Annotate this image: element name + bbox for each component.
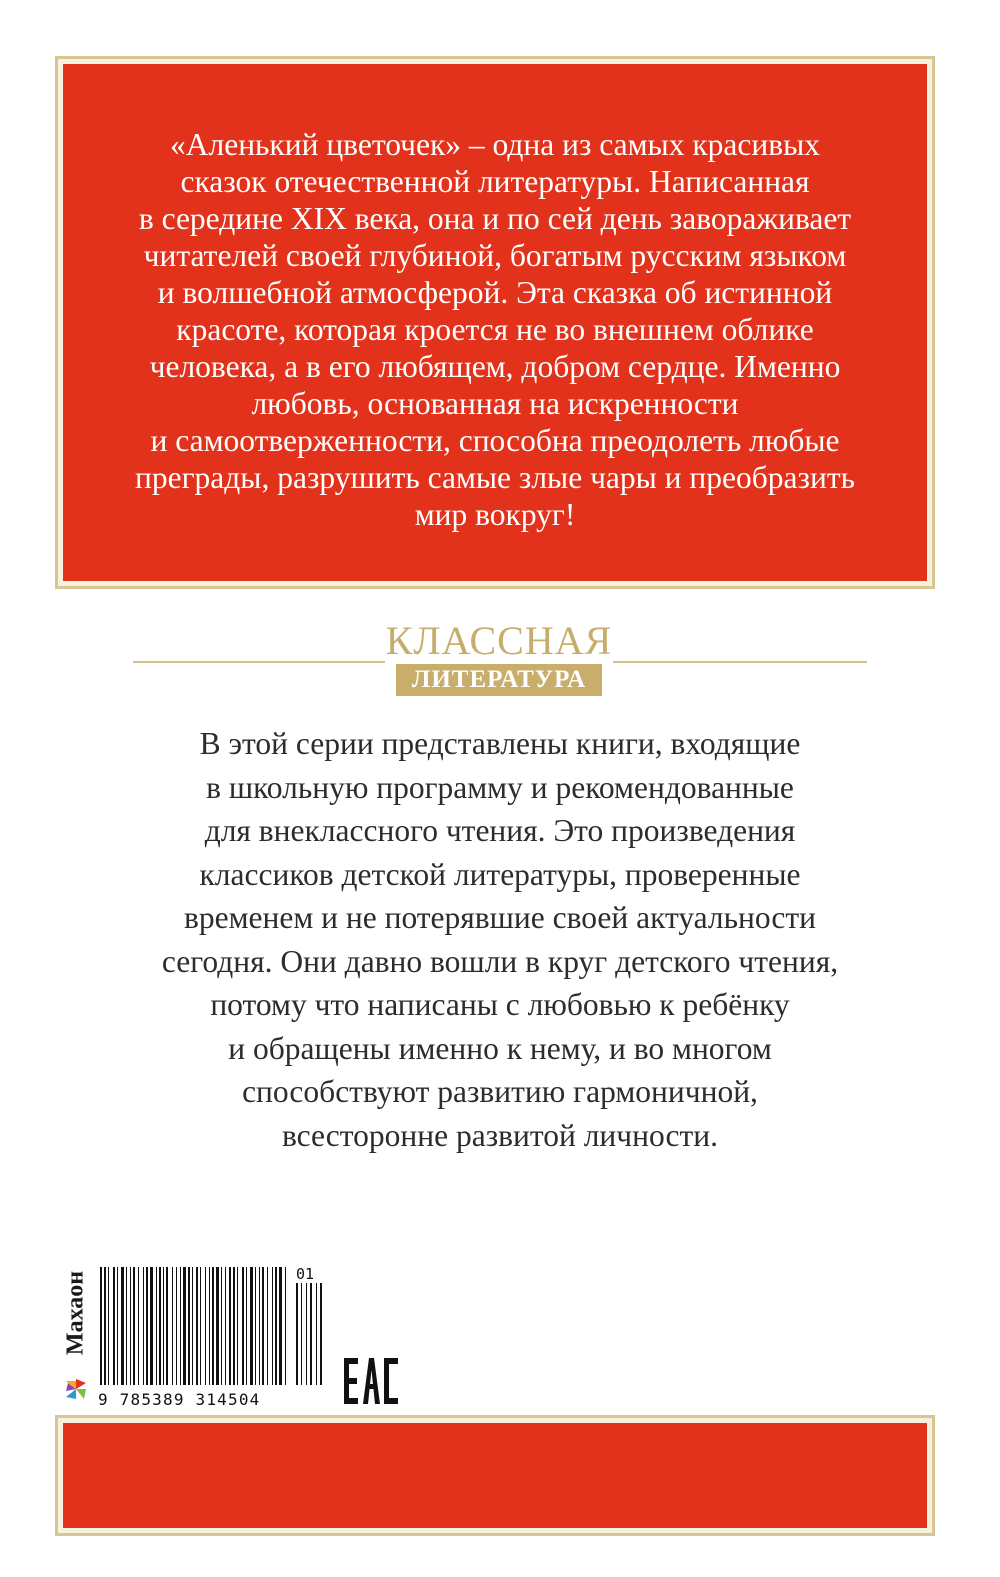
- publisher-mark: [60, 1265, 92, 1405]
- publisher-name: Махаон: [62, 1270, 89, 1356]
- series-line: способствуют развитию гармоничной,: [242, 1074, 758, 1109]
- series-line: и обращены именно к нему, и во многом: [228, 1030, 772, 1066]
- annotation-line: «Аленький цветочек» – одна из самых красивых: [170, 127, 820, 162]
- barcode-bar: [209, 1267, 210, 1385]
- annotation-line: и волшебной атмосферой. Эта сказка об истинной: [157, 275, 833, 310]
- barcode-bar: [108, 1267, 109, 1385]
- barcode-bar: [130, 1267, 131, 1385]
- barcode-bar: [121, 1267, 124, 1385]
- series-rule-left: [133, 661, 385, 663]
- barcode-bar: [113, 1267, 115, 1385]
- eac-mark: [344, 1358, 398, 1404]
- barcode-bar: [126, 1267, 127, 1385]
- barcode-addon-bar: [306, 1283, 307, 1385]
- series-line: в школьную программу и рекомендованные: [206, 769, 794, 805]
- annotation-line: читателей своей глубиной, богатым русским языком: [143, 238, 847, 273]
- series-line: потому что написаны с любовью к ребёнку: [210, 987, 790, 1022]
- barcode-bar: [117, 1267, 118, 1385]
- barcode-bar: [237, 1267, 238, 1385]
- annotation-line: преграды, разрушить самые злые чары и преобразить: [135, 460, 855, 495]
- barcode-number: 9 785389 314504: [98, 1390, 261, 1409]
- barcode-addon-bar: [296, 1283, 298, 1385]
- series-rule-right: [613, 661, 867, 663]
- barcode-bar: [255, 1267, 256, 1385]
- annotation-panel-background: [63, 64, 927, 581]
- series-name-bottom: ЛИТЕРАТУРА: [396, 664, 602, 696]
- barcode-bar: [246, 1267, 247, 1385]
- barcode-bar: [150, 1267, 153, 1385]
- barcode-addon-bar: [316, 1283, 317, 1385]
- barcode-bar: [225, 1267, 226, 1385]
- barcode-bar: [196, 1267, 198, 1385]
- barcode-bar: [275, 1267, 277, 1385]
- annotation-panel: [55, 56, 935, 589]
- annotation-line: красоте, которая кроется не во внешнем облике: [176, 312, 814, 347]
- series-line: классиков детской литературы, проверенные: [199, 856, 801, 892]
- series-line: сегодня. Они давно вошли в круг детского чтения,: [161, 943, 839, 979]
- barcode-bar: [180, 1267, 181, 1385]
- barcode-addon-bar: [301, 1283, 302, 1385]
- barcode-bar: [233, 1267, 235, 1385]
- barcode-bar: [229, 1267, 231, 1385]
- barcode-bar: [272, 1267, 273, 1385]
- barcode-bar: [216, 1267, 219, 1385]
- barcode-bar: [279, 1267, 282, 1385]
- annotation-text: [103, 126, 887, 533]
- barcode-bar: [172, 1267, 173, 1385]
- barcode-bar: [166, 1267, 168, 1385]
- barcode-bar: [100, 1267, 102, 1385]
- barcode-bar: [183, 1267, 186, 1385]
- annotation-line: мир вокруг!: [414, 497, 576, 532]
- barcode-bar: [250, 1267, 253, 1385]
- barcode-addon-bar: [310, 1283, 312, 1385]
- barcode-bar: [212, 1267, 214, 1385]
- barcode-bar: [156, 1267, 157, 1385]
- barcode-bar: [138, 1267, 139, 1385]
- barcode-bar: [200, 1267, 201, 1385]
- barcode-bar: [262, 1267, 264, 1385]
- bottom-panel-background: [63, 1423, 927, 1528]
- series-line: всесторонне развитой личности.: [281, 1117, 718, 1153]
- series-line: временем и не потерявшие своей актуальности: [183, 900, 816, 935]
- annotation-line: любовь, основанная на искренности: [251, 386, 739, 421]
- barcode-bar: [104, 1267, 106, 1385]
- barcode-bar: [267, 1267, 268, 1385]
- annotation-line: и самоотверженности, способна преодолеть любые: [150, 423, 840, 458]
- barcode-bar: [146, 1267, 148, 1385]
- series-description: [70, 722, 930, 1157]
- series-logo: [0, 620, 1000, 700]
- annotation-line: сказок отечественной литературы. Написанная: [180, 164, 810, 199]
- barcode-bar: [133, 1267, 135, 1385]
- barcode-bar: [192, 1267, 193, 1385]
- barcode-bar: [285, 1267, 286, 1385]
- barcode-bar: [176, 1267, 177, 1385]
- series-line: В этой серии представлены книги, входящие: [199, 726, 801, 761]
- barcode-addon-number: 01: [296, 1265, 315, 1283]
- barcode-bar: [163, 1267, 164, 1385]
- barcode-bar: [188, 1267, 190, 1385]
- barcode-bar: [221, 1267, 222, 1385]
- bottom-panel: [55, 1415, 935, 1536]
- barcode-bar: [143, 1267, 144, 1385]
- barcode-bar: [242, 1267, 244, 1385]
- annotation-line: в середине XIX века, она и по сей день завораживает: [138, 201, 852, 236]
- annotation-line: человека, а в его любящем, добром сердце. Именно: [149, 349, 841, 384]
- series-name-top: КЛАССНАЯ: [385, 618, 613, 663]
- barcode-bar: [205, 1267, 206, 1385]
- barcode-addon-bar: [320, 1283, 322, 1385]
- series-line: для внеклассного чтения. Это произведения: [204, 813, 796, 848]
- barcode-bar: [259, 1267, 260, 1385]
- publisher-logo-icon: [64, 1377, 88, 1401]
- barcode-bar: [159, 1267, 161, 1385]
